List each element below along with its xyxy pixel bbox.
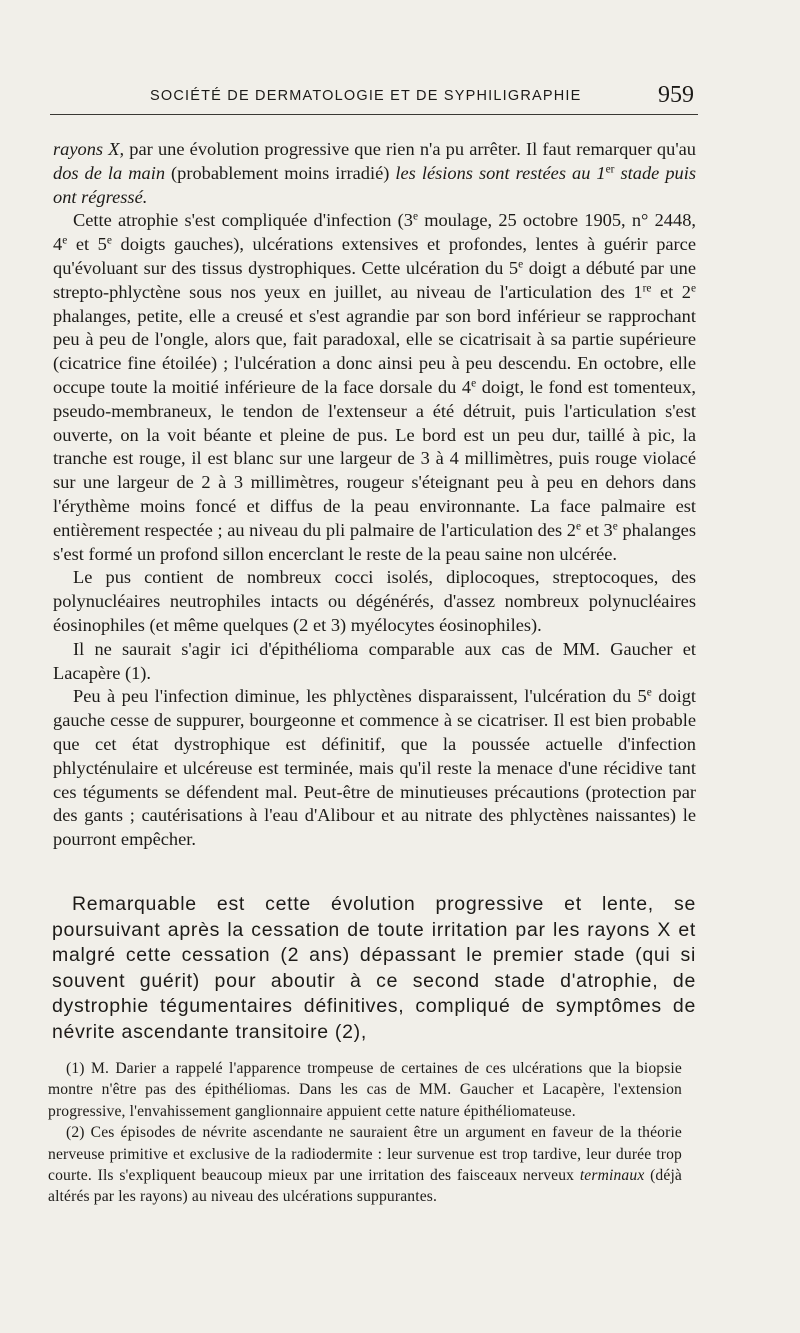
body-text xyxy=(53,138,696,852)
paragraph-3: Le pus contient de nombreux cocci isolés, diplocoques, streptocoques, des polynucléaires neutrophiles intacts ou dégénérés, d'assez nombreux polynucléaires éosinophiles (et même quelques (2 et 3) myélocytes éosinophiles). xyxy=(53,567,696,635)
summary-paragraph xyxy=(52,892,696,1045)
summary-text: Remarquable est cette évolution progressive et lente, se poursuivant après la cessation de toute irritation par les rayons X et malgré cette cessation (2 ans) dépassant le premier stade (qui si souvent guérit) pour aboutir à ce second stade d'atrophie, de dystrophie tégumentaires définitives, compliqué de symptômes de névrite ascendante transitoire (2), xyxy=(52,893,696,1043)
running-title: SOCIÉTÉ DE DERMATOLOGIE ET DE SYPHILIGRAPHIE xyxy=(150,88,582,104)
paragraph-4: Il ne saurait s'agir ici d'épithélioma comparable aux cas de MM. Gaucher et Lacapère (1). xyxy=(53,638,696,683)
paragraph-2: Cette atrophie s'est compliquée d'infection (3e moulage, 25 octobre 1905, n° 2448, 4e et 5e doigts gauches), ulcérations extensives et profondes, lentes à guérir parce qu'évoluant sur des tissus dystrophiques. Cette ulcération du 5e doigt a débuté par une strepto-phlyctène sous nos yeux en juillet, au niveau de l'articulation des 1re et 2e phalanges, petite, elle a creusé et s'est agrandie par son bord inférieur se rapprochant peu à peu de l'ongle, alors que, fait paradoxal, elle se cicatrisait à sa partie supérieure (cicatrice fine étoilée) ; l'ulcération a donc ainsi peu à peu descendu. En octobre, elle occupe toute la moitié inférieure de la face dorsale du 4e doigt, le fond est tomenteux, pseudo-membraneux, le tendon de l'extenseur a été détruit, puis l'articulation s'est ouverte, on la voit béante et pleine de pus. Le bord est un peu dur, taillé à pic, la tranche est rouge, il est blanc sur une largeur de 3 à 4 millimètres, puis rouge violacé sur une largeur de 2 à 3 millimètres, rougeur s'éteignant peu à peu en dehors dans l'érythème moins foncé et diffus de la peau environnante. La face palmaire est entièrement respectée ; au niveau du pli palmaire de l'articulation des 2e et 3e phalanges s'est formé un profond sillon encerclant le reste de la peau saine non ulcérée. xyxy=(53,210,697,564)
page-header xyxy=(50,78,698,115)
paragraph-1: rayons X, par une évolution progressive que rien n'a pu arrêter. Il faut remarquer qu'au dos de la main (probablement moins irradié) les lésions sont restées au 1er stade puis ont régressé. xyxy=(53,139,696,207)
footnotes xyxy=(48,1058,682,1208)
footnote-2: (2) Ces épisodes de névrite ascendante ne sauraient être un argument en faveur de la théorie nerveuse primitive et exclusive de la radiodermite : leur survenue est trop tardive, leur durée trop courte. Ils s'expliquent beaucoup mieux par une irritation des faisceaux nerveux terminaux (déjà altérés par les rayons) au niveau des ulcérations suppurantes. xyxy=(48,1124,682,1206)
footnote-1: (1) M. Darier a rappelé l'apparence trompeuse de certaines de ces ulcérations que la biopsie montre n'être pas des épithéliomas. Dans les cas de MM. Gaucher et Lacapère, l'extension progressive, l'envahissement ganglionnaire appuient cette nature épithéliomateuse. xyxy=(48,1060,682,1120)
paragraph-5: Peu à peu l'infection diminue, les phlyctènes disparaissent, l'ulcération du 5e doigt gauche cesse de suppurer, bourgeonne et commence à se cicatriser. Il est bien probable que cet état dystrophique est définitif, que la poussée actuelle d'infection phlycténulaire et ulcéreuse est terminée, mais qu'il reste la menace d'une récidive tant ces téguments se défendent mal. Peut-être de minutieuses précautions (protection par des gants ; cautérisations à l'eau d'Alibour et au nitrate des phlyctènes naissantes) le pourront empêcher. xyxy=(53,686,697,850)
page-number: 959 xyxy=(658,82,694,108)
